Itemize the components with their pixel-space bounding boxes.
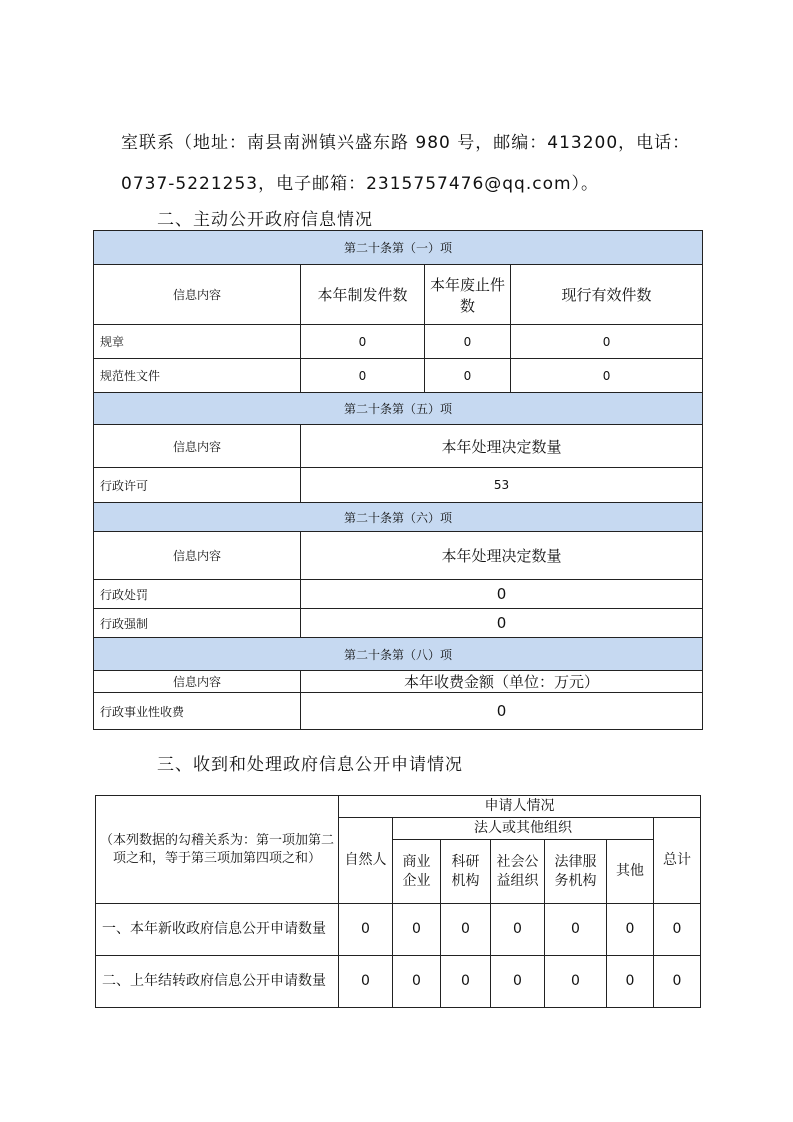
row-repealed: 0 [425, 325, 511, 359]
legal-service-header: 法律服务机构 [545, 840, 607, 904]
row-repealed: 0 [425, 359, 511, 393]
block8-col-amount: 本年收费金额（单位：万元） [301, 671, 703, 693]
cell-value: 0 [339, 904, 393, 956]
relation-note: （本列数据的勾稽关系为：第一项加第二项之和，等于第三项加第四项之和） [96, 796, 339, 904]
row-value: 53 [301, 468, 703, 503]
row-issued: 0 [301, 359, 425, 393]
block1-col-valid: 现行有效件数 [511, 265, 703, 325]
block1-col-repealed: 本年废止件数 [425, 265, 511, 325]
row-name: 规章 [94, 325, 301, 359]
cell-value: 0 [654, 956, 701, 1008]
row-name: 规范性文件 [94, 359, 301, 393]
block1-col-issued: 本年制发件数 [301, 265, 425, 325]
cell-value: 0 [441, 904, 491, 956]
cell-value: 0 [545, 904, 607, 956]
block6-col-info: 信息内容 [94, 532, 301, 580]
block6-title: 第二十条第（六）项 [94, 503, 703, 532]
research-header: 科研机构 [441, 840, 491, 904]
block5-col-count: 本年处理决定数量 [301, 425, 703, 468]
other-header: 其他 [607, 840, 654, 904]
cell-value: 0 [393, 956, 441, 1008]
row-label: 二、上年结转政府信息公开申请数量 [96, 956, 339, 1008]
total-header: 总计 [654, 818, 701, 904]
intro-line-1: 室联系（地址：南县南洲镇兴盛东路 980 号，邮编：413200，电话： [121, 133, 691, 153]
proactive-disclosure-table [93, 230, 703, 730]
block1-title: 第二十条第（一）项 [94, 231, 703, 265]
natural-person-header: 自然人 [339, 818, 393, 904]
cell-value: 0 [607, 956, 654, 1008]
row-value: 0 [301, 580, 703, 609]
applicant-header: 申请人情况 [339, 796, 701, 818]
block5-col-info: 信息内容 [94, 425, 301, 468]
row-valid: 0 [511, 325, 703, 359]
row-value: 0 [301, 609, 703, 638]
cell-value: 0 [441, 956, 491, 1008]
cell-value: 0 [545, 956, 607, 1008]
cell-value: 0 [339, 956, 393, 1008]
row-value: 0 [301, 693, 703, 730]
cell-value: 0 [654, 904, 701, 956]
social-header: 社会公益组织 [491, 840, 545, 904]
block6-col-count: 本年处理决定数量 [301, 532, 703, 580]
application-table [95, 795, 701, 1008]
block8-col-info: 信息内容 [94, 671, 301, 693]
cell-value: 0 [393, 904, 441, 956]
cell-value: 0 [491, 956, 545, 1008]
row-name: 行政强制 [94, 609, 301, 638]
section-2-heading: 二、主动公开政府信息情况 [157, 210, 373, 230]
row-name: 行政许可 [94, 468, 301, 503]
block5-title: 第二十条第（五）项 [94, 393, 703, 425]
row-valid: 0 [511, 359, 703, 393]
legal-group-header: 法人或其他组织 [393, 818, 654, 840]
cell-value: 0 [491, 904, 545, 956]
intro-line-2: 0737-5221253，电子邮箱：2315757476@qq.com）。 [121, 174, 600, 194]
section-3-heading: 三、收到和处理政府信息公开申请情况 [157, 755, 463, 775]
cell-value: 0 [607, 904, 654, 956]
row-label: 一、本年新收政府信息公开申请数量 [96, 904, 339, 956]
commercial-header: 商业企业 [393, 840, 441, 904]
row-issued: 0 [301, 325, 425, 359]
block1-col-info: 信息内容 [94, 265, 301, 325]
row-name: 行政事业性收费 [94, 693, 301, 730]
row-name: 行政处罚 [94, 580, 301, 609]
block8-title: 第二十条第（八）项 [94, 638, 703, 671]
